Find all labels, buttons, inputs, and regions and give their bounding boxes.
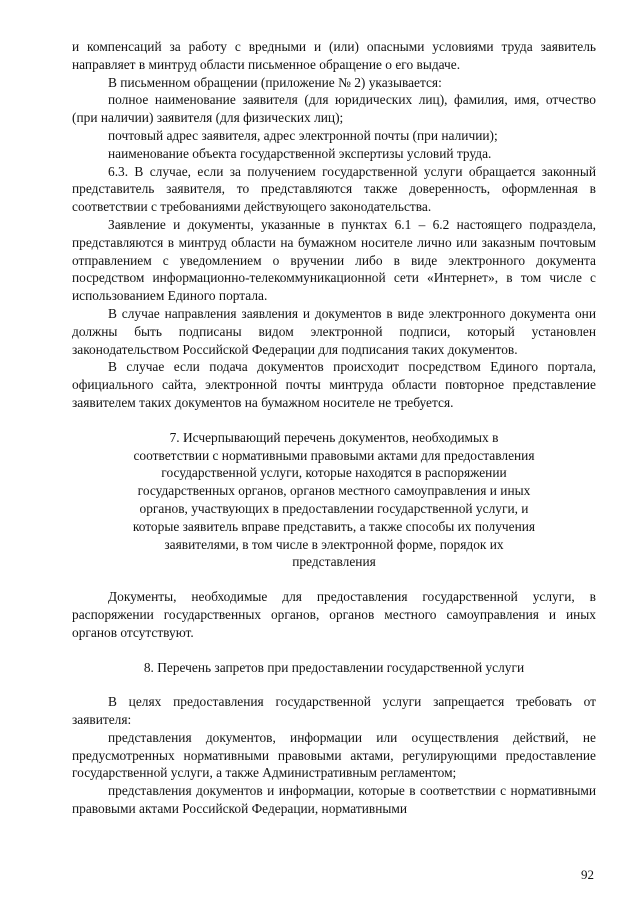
page-number: 92 <box>581 867 594 882</box>
list-item-prohibition-2: представления документов и информации, которые в соответствии с нормативными правовыми актами Российской Федерации, нормативными <box>72 783 596 817</box>
paragraph-application-submission: Заявление и документы, указанные в пунктах 6.1 – 6.2 настоящего подраздела, представляются в минтруд области на бумажном носителе лично или заказным почтовым отправлением с уведомлением о вручении либо в виде электронного документа посредством информационно-телекоммуникационной сети «Интернет», в том числе с использованием Единого портала. <box>72 216 596 304</box>
paragraph-single-portal: В случае если подача документов происходит посредством Единого портала, официального сайта, электронной почты минтруда области повторное представление заявителем таких документов на бумажном носителе не требуется. <box>72 359 596 410</box>
list-item-object-name: наименование объекта государственной экспертизы условий труда. <box>108 145 492 161</box>
section-heading-8: 8. Перечень запретов при предоставлении государственной услуги <box>143 659 525 675</box>
list-item-full-name: полное наименование заявителя (для юридических лиц), фамилия, имя, отчество (при наличии) заявителя (для физических лиц); <box>72 92 596 126</box>
section-heading-7: 7. Исчерпывающий перечень документов, необходимых в соответствии с нормативными правовыми актами для предоставления государственной услуги, которые находятся в распоряжении государственных органов, органов местного самоуправления и иных органов, участвующих в предоставлении государственной услуги, и которые заявитель вправе представить, а также способы их получения заявителями, в том числе в электронной форме, порядок их представления <box>132 429 536 570</box>
paragraph-electronic-signature: В случае направления заявления и документов в виде электронного документа они должны быть подписаны видом электронной подписи, который установлен законодательством Российской Федерации для подписания таких документов. <box>72 305 596 357</box>
paragraph-prohibition-intro: В целях предоставления государственной услуги запрещается требовать от заявителя: <box>72 694 596 728</box>
paragraph-written-request: В письменном обращении (приложение № 2) указывается: <box>108 74 442 90</box>
paragraph-section-7: Документы, необходимые для предоставления государственной услуги, в распоряжении государственных органов, органов местного самоуправления и иных органов отсутствуют. <box>72 589 596 640</box>
paragraph-continuation: и компенсаций за работу с вредными и (или) опасными условиями труда заявитель направляет в минтруд области письменное обращение о его выдаче. <box>72 39 596 72</box>
list-item-address: почтовый адрес заявителя, адрес электронной почты (при наличии); <box>108 127 498 143</box>
paragraph-6-3: 6.3. В случае, если за получением государственной услуги обращается законный представитель заявителя, то представляются также доверенность, оформленная в соответствии с требованиями действующего законодательства. <box>72 163 596 215</box>
list-item-prohibition-1: представления документов, информации или осуществления действий, не предусмотренных нормативными правовыми актами, регулирующими предоставление государственной услуги, а также Административным регламентом; <box>72 729 596 781</box>
